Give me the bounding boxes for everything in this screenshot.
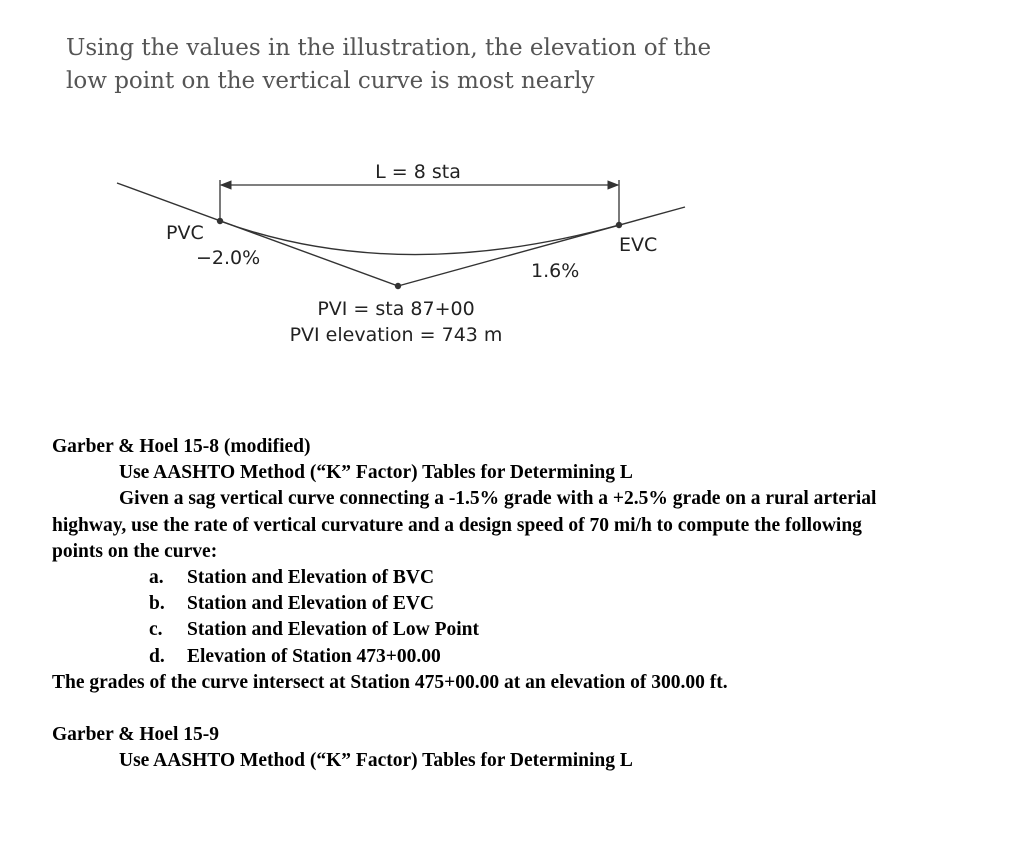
- list-item-label: c.: [149, 619, 163, 641]
- problem-2-method: Use AASHTO Method (“K” Factor) Tables for Determining L: [119, 750, 633, 772]
- list-item: [52, 644, 1012, 670]
- list-item-text: Station and Elevation of Low Point: [187, 619, 479, 641]
- pvi-point: [395, 283, 401, 289]
- length-label: L = 8 sta: [375, 161, 461, 183]
- question-text: [66, 32, 766, 98]
- vertical-curve-diagram: [0, 150, 720, 360]
- evc-point: [616, 222, 622, 228]
- incoming-grade-label: −2.0%: [196, 247, 261, 269]
- problem-1-heading: Garber & Hoel 15-8 (modified): [52, 436, 311, 457]
- problem-1-para-line-2: highway, use the rate of vertical curvature and a design speed of 70 mi/h to compute the following: [52, 514, 862, 536]
- list-item-text: Station and Elevation of BVC: [187, 567, 435, 589]
- list-item: [52, 565, 1012, 591]
- problem-1-para-line-3: points on the curve:: [52, 540, 218, 562]
- list-item-text: Elevation of Station 473+00.00: [187, 645, 441, 667]
- list-item-label: d.: [149, 645, 165, 667]
- pvi-elevation-label: PVI elevation = 743 m: [289, 324, 503, 346]
- list-item: [52, 591, 1012, 617]
- list-item-label: a.: [149, 567, 164, 589]
- problem-1-para-line-1: Given a sag vertical curve connecting a -1.5% grade with a +2.5% grade on a rural arterial: [119, 488, 877, 510]
- problem-2-heading: Garber & Hoel 15-9: [52, 724, 219, 746]
- outgoing-grade-label: 1.6%: [531, 260, 580, 282]
- vertical-curve-line: [220, 221, 619, 255]
- incoming-grade-line: [117, 183, 398, 286]
- spacer: [52, 696, 1012, 722]
- question-line-2: low point on the vertical curve is most nearly: [66, 68, 595, 94]
- list-item-label: b.: [149, 593, 165, 615]
- pvc-label: PVC: [166, 222, 204, 244]
- pvc-point: [217, 218, 223, 224]
- list-item: [52, 617, 1012, 643]
- list-item-text: Station and Elevation of EVC: [187, 593, 435, 615]
- evc-label: EVC: [619, 234, 658, 256]
- problems-section: [52, 434, 1012, 774]
- pvi-station-label: PVI = sta 87+00: [317, 298, 475, 320]
- problem-1-method: Use AASHTO Method (“K” Factor) Tables for Determining L: [119, 462, 633, 484]
- problem-1-closing: The grades of the curve intersect at Station 475+00.00 at an elevation of 300.00 ft.: [52, 671, 728, 693]
- question-line-1: Using the values in the illustration, the elevation of the: [66, 35, 712, 61]
